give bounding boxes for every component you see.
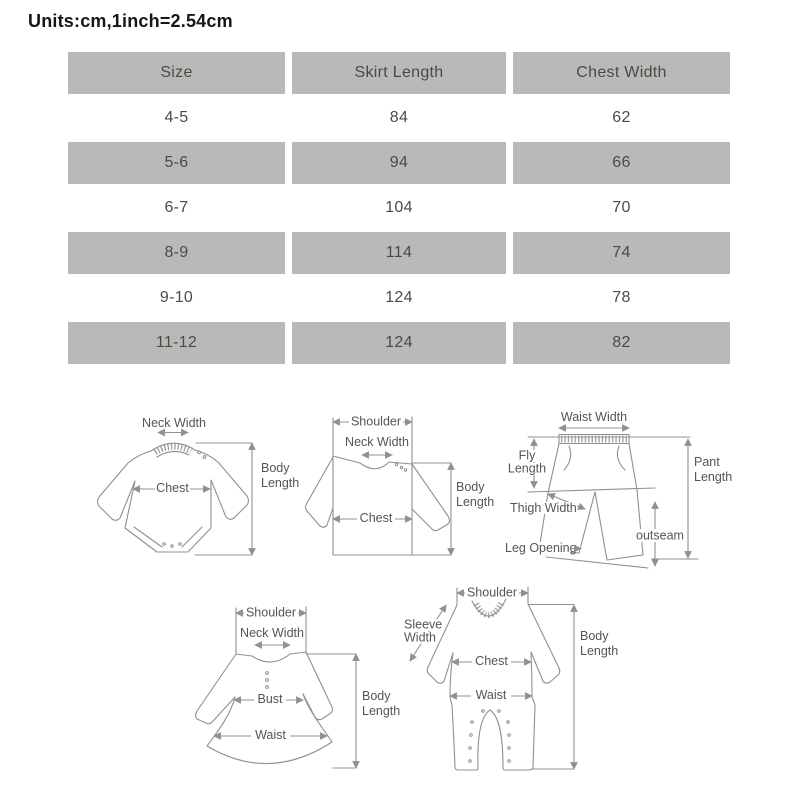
cell-chest-width: 62 <box>612 109 631 126</box>
svg-text:Length: Length <box>362 704 401 718</box>
dress-waist-label: Waist <box>255 728 286 742</box>
shorts-waist-width-label: Waist Width <box>560 410 628 424</box>
table-row <box>68 232 730 274</box>
cell-skirt-length: 114 <box>292 232 506 274</box>
romper-body-length-measurement <box>529 605 618 770</box>
shorts-crotch-line <box>528 488 655 492</box>
bodysuit-chest-measurement <box>133 481 210 495</box>
cell-size: 4-5 <box>164 109 189 126</box>
svg-text:Width: Width <box>404 630 436 645</box>
dress-left-sleeve <box>196 654 237 724</box>
cell-chest-width: 66 <box>513 142 730 184</box>
shorts-fly-length-label: Fly <box>518 448 536 463</box>
header-cell-chest-width: Chest Width <box>513 52 730 94</box>
romper-diagram <box>402 586 618 771</box>
units-note: Units:cm,1inch=2.54cm <box>28 11 233 31</box>
table-row <box>68 142 730 184</box>
cell-skirt-length: 84 <box>389 109 409 126</box>
table-header-row <box>68 52 730 94</box>
dress-bust-measurement <box>234 692 303 706</box>
dress-collar <box>236 652 306 662</box>
dress-body-length-label: Body <box>362 689 391 703</box>
romper-chest-label: Chest <box>475 654 508 668</box>
svg-text:Length: Length <box>456 495 495 509</box>
romper-waist-measurement <box>450 688 532 702</box>
cell-skirt-length: 94 <box>292 142 506 184</box>
shorts-outseam-measurement <box>633 502 686 566</box>
svg-text:Length: Length <box>694 470 733 484</box>
shorts-outseam-label: outseam <box>636 528 684 543</box>
romper-body-length-label: Body <box>580 629 609 643</box>
shorts-leg-opening-label: Leg Opening <box>505 541 577 555</box>
cell-chest-width: 74 <box>513 232 730 274</box>
shirt-body-length-label: Body <box>456 480 485 494</box>
shirt-left-sleeve <box>306 457 334 527</box>
shirt-shoulder-label: Shoulder <box>350 414 402 429</box>
shirt-chest-label: Chest <box>359 511 393 525</box>
dress-diagram <box>196 606 401 769</box>
bodysuit-chest-label: Chest <box>156 481 189 495</box>
bodysuit-neck-width-label: Neck Width <box>142 416 206 430</box>
dress-shoulder-label: Shoulder <box>245 605 297 620</box>
shirt-chest-measurement <box>333 511 412 525</box>
cell-skirt-length: 104 <box>385 199 413 216</box>
dress-shoulder-measurement <box>236 606 306 620</box>
shirt-shoulder-measurement <box>333 415 412 429</box>
cell-skirt-length: 124 <box>292 322 506 364</box>
dress-waist-measurement <box>214 728 327 742</box>
cell-size: 9-10 <box>159 289 194 306</box>
shorts-pant-length-label: Pant <box>694 455 720 469</box>
shirt-right-sleeve <box>412 464 450 531</box>
svg-text:Length: Length <box>261 476 300 490</box>
cell-chest-width: 82 <box>513 322 730 364</box>
romper-shoulder-label: Shoulder <box>466 585 518 600</box>
bodysuit-body-length-label: Body <box>261 461 290 475</box>
measurement-diagrams <box>0 390 800 800</box>
dress-right-sleeve <box>303 652 333 720</box>
shorts-thigh-width-measurement <box>508 494 585 515</box>
shorts-waistband <box>559 435 629 444</box>
bodysuit-flap-lines <box>134 527 202 547</box>
shirt-diagram <box>306 415 495 556</box>
cell-size: 8-9 <box>68 232 285 274</box>
romper-waist-label: Waist <box>475 688 507 702</box>
header-cell-skirt-length: Skirt Length <box>292 52 506 94</box>
romper-collar-ribbing <box>476 602 502 615</box>
cell-chest-width: 70 <box>612 199 631 216</box>
shorts-diagram <box>504 410 732 568</box>
bodysuit-diagram <box>98 416 300 555</box>
svg-text:Length: Length <box>580 644 619 658</box>
shirt-neck-width-label: Neck Width <box>345 435 409 449</box>
shorts-thigh-width-label: Thigh Width <box>510 501 577 515</box>
dress-body-length-measurement <box>306 654 400 768</box>
romper-right-sleeve <box>528 604 560 683</box>
dress-bust-label: Bust <box>257 692 283 706</box>
bodysuit-outline <box>98 450 249 552</box>
cell-size: 5-6 <box>68 142 285 184</box>
header-cell-size: Size <box>68 52 285 94</box>
table-row <box>68 184 730 232</box>
cell-size: 6-7 <box>164 199 189 216</box>
cell-skirt-length: 124 <box>385 289 413 306</box>
romper-shoulder-measurement <box>457 586 528 600</box>
table-row <box>68 322 730 364</box>
shirt-body-length-measurement <box>412 463 494 555</box>
romper-sleeve-width-measurement <box>402 605 446 661</box>
romper-chest-measurement <box>452 654 531 668</box>
dress-neck-width-label: Neck Width <box>240 626 304 640</box>
size-table <box>68 52 730 364</box>
table-row <box>68 94 730 142</box>
shorts-pockets <box>564 446 625 470</box>
cell-chest-width: 78 <box>612 289 631 306</box>
romper-body-outline <box>450 652 535 770</box>
shorts-leg-opening-measurement <box>504 541 648 568</box>
table-row <box>68 274 730 322</box>
romper-sleeve-width-label: Sleeve <box>404 617 443 632</box>
shorts-fly-length-measurement <box>504 439 550 488</box>
cell-size: 11-12 <box>68 322 285 364</box>
svg-text:Length: Length <box>507 461 547 476</box>
